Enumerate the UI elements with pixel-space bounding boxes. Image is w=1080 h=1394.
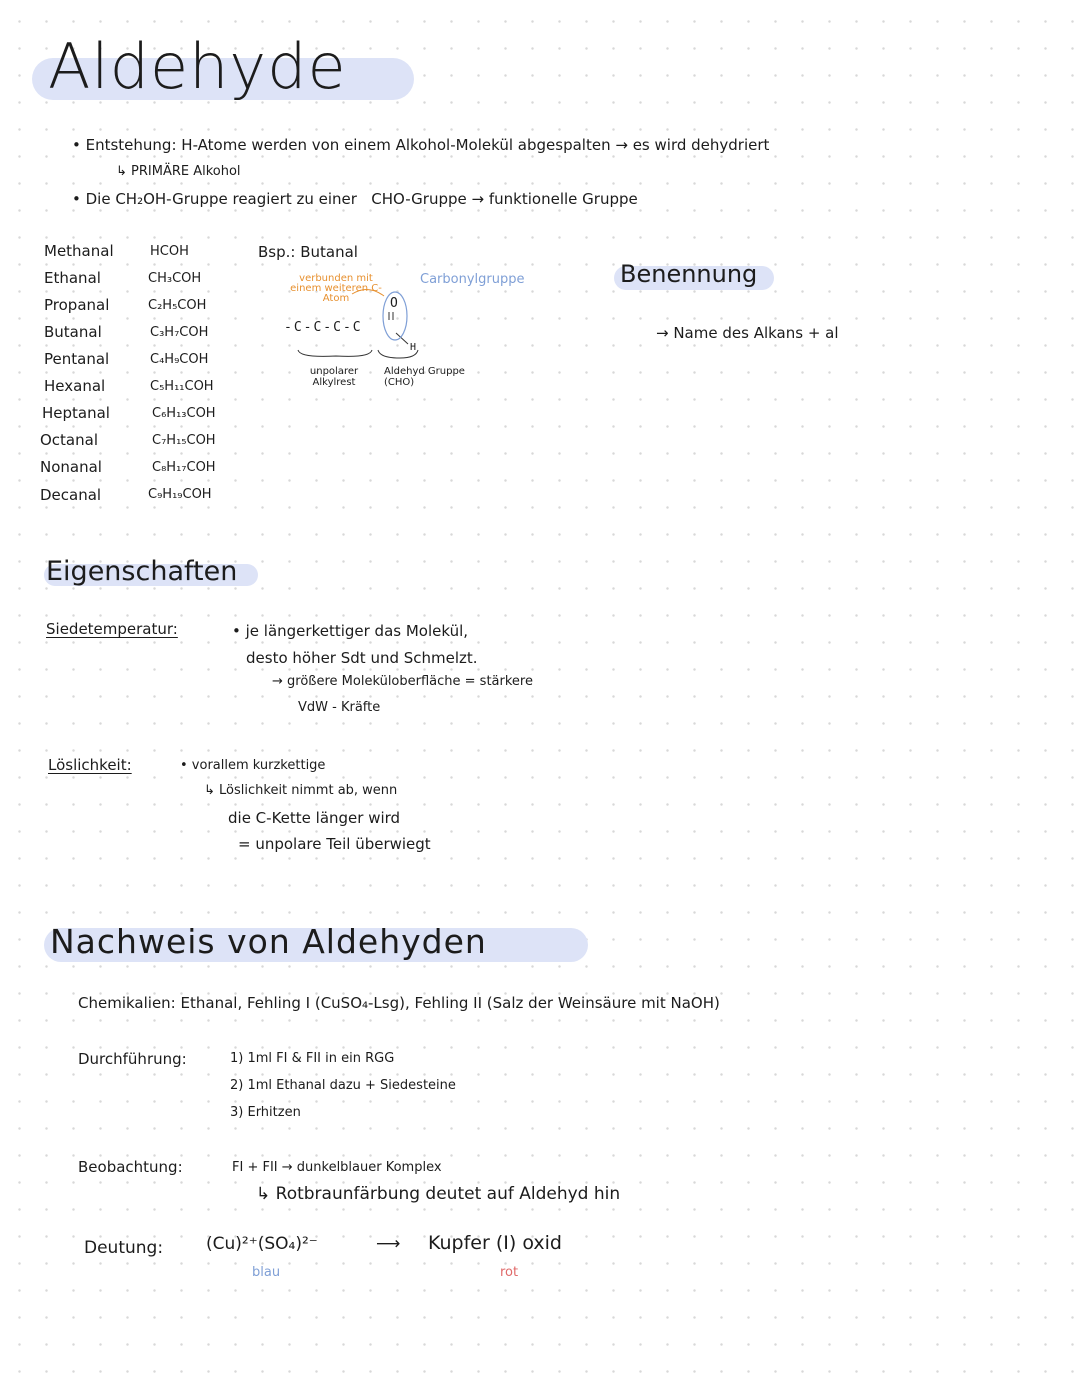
series-formula: C₈H₁₇COH [152, 460, 216, 475]
solubility-line-4: = unpolare Teil überwiegt [238, 835, 431, 853]
interpretation-red: rot [500, 1265, 519, 1280]
series-formula: C₆H₁₃COH [152, 406, 216, 421]
series-name: Nonanal [40, 458, 102, 476]
chemicals-label: Chemikalien: [78, 994, 176, 1012]
interpretation-result: Kupfer (I) oxid [428, 1232, 562, 1254]
series-formula: C₇H₁₅COH [152, 433, 216, 448]
arrow-icon: ⟶ [376, 1234, 401, 1254]
solubility-line-3: die C-Kette länger wird [228, 809, 401, 827]
intro-label: • Entstehung: [72, 136, 177, 154]
boiling-line-3: → größere Molekülоberfläche = stärkere [272, 674, 533, 689]
series-formula: C₅H₁₁COH [150, 379, 214, 394]
intro-line3-a: • Die CH₂OH-Gruppe reagiert zu einer [72, 190, 357, 208]
series-formula: C₉H₁₉COH [148, 487, 212, 502]
structure-oxygen: O [390, 296, 398, 311]
naming-heading: Benennung [620, 260, 758, 288]
example-note-top: verbunden mit einem weiteren C-Atom [290, 273, 382, 304]
observation-line-2: ↳ Rotbraunfärbung deutet auf Aldehyd hin [256, 1184, 621, 1204]
chemicals-text: Ethanal, Fehling I (CuSO₄-Lsg), Fehling II (Salz der Weinsäure mit NaOH) [180, 994, 720, 1012]
observation-label: Beobachtung: [78, 1158, 183, 1176]
interpretation-formula: (Cu)²⁺(SO₄)²⁻ [206, 1234, 318, 1254]
series-formula: C₄H₉COH [150, 352, 209, 367]
series-formula: C₃H₇COH [150, 325, 209, 340]
series-name: Hexanal [44, 377, 106, 395]
series-name: Decanal [40, 486, 102, 504]
boiling-line-1: • je längerkettiger das Molekül, [232, 622, 469, 640]
intro-line-3 [72, 190, 638, 208]
intro-line-2: ↳ PRIMÄRE Alkohol [116, 164, 241, 179]
example-label: Bsp.: Butanal [258, 243, 358, 261]
chemicals-line [78, 994, 720, 1012]
proof-heading: Nachweis von Aldehyden [50, 922, 487, 961]
page-title: Aldehyde [48, 30, 347, 103]
series-formula: CH₃COH [148, 271, 202, 286]
aldehyde-group-label: Aldehyd Gruppe (CHO) [384, 366, 465, 388]
series-name: Ethanal [44, 269, 101, 287]
carbonyl-label: Carbonylgruppe [420, 272, 525, 287]
boiling-line-4: VdW - Kräfte [298, 700, 381, 715]
series-name: Propanal [44, 296, 110, 314]
boiling-label: Siedetemperatur: [46, 620, 178, 638]
naming-rule: → Name des Alkans + al [656, 324, 839, 342]
intro-line3-c: funktionelle Gruppe [488, 190, 638, 208]
intro-text: H-Atome werden von einem Alkohol-Molekül abgespalten [181, 136, 611, 154]
boiling-line-2: desto höher Sdt und Schmelzt. [246, 649, 478, 667]
alkyl-label: unpolarer Alkylrest [309, 366, 359, 388]
properties-heading: Eigenschaften [46, 556, 238, 587]
interpretation-blue: blau [252, 1265, 281, 1280]
structure-chain: -C-C-C-C [284, 320, 363, 335]
structure-hydrogen: H [410, 342, 417, 353]
series-name: Methanal [44, 242, 114, 260]
arrow-icon: → [615, 136, 633, 154]
solubility-label: Löslichkeit: [48, 756, 132, 774]
series-name: Pentanal [44, 350, 110, 368]
observation-line-1: FI + FII → dunkelblauer Komplex [232, 1160, 442, 1175]
series-name: Heptanal [42, 404, 110, 422]
structure-bonds [0, 0, 1, 1]
arrow-icon: → [471, 190, 489, 208]
series-formula: C₂H₅COH [148, 298, 207, 313]
intro-line-1 [72, 136, 769, 154]
procedure-step: 3) Erhitzen [230, 1105, 301, 1120]
series-formula: HCOH [150, 244, 189, 259]
interpretation-label: Deutung: [84, 1238, 164, 1258]
solubility-line-1: • vorallem kurzkettige [180, 758, 326, 773]
procedure-step: 2) 1ml Ethanal dazu + Siedesteine [230, 1078, 456, 1093]
procedure-step: 1) 1ml FI & FII in ein RGG [230, 1051, 395, 1066]
intro-result: es wird dehydriert [632, 136, 770, 154]
intro-line3-b: CHO-Gruppe [371, 190, 467, 208]
series-name: Butanal [44, 323, 102, 341]
solubility-line-2: ↳ Löslichkeit nimmt ab, wenn [204, 783, 398, 798]
procedure-label: Durchführung: [78, 1050, 187, 1068]
series-name: Octanal [40, 431, 98, 449]
